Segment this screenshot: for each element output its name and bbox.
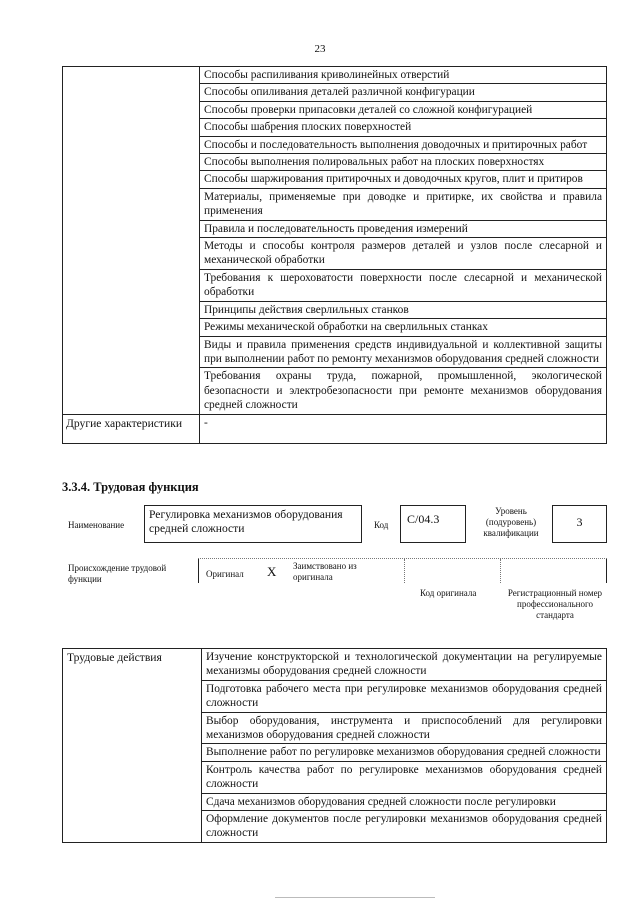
function-code-box: С/04.3: [400, 505, 466, 543]
table-cell: Способы шаржирования притирочных и доводочных кругов, плит и притиров: [200, 171, 607, 188]
footer-divider: [275, 897, 435, 898]
origin-code-label: Код оригинала: [420, 588, 477, 598]
table-cell: Материалы, применяемые при доводке и притирке, их свойства и правила применения: [200, 188, 607, 220]
table-cell: Способы шабрения плоских поверхностей: [200, 119, 607, 136]
labor-actions-table: [62, 648, 607, 843]
labor-actions-label: Трудовые действия: [63, 649, 202, 843]
origin-row: [198, 558, 607, 583]
knowledge-label-cell: [63, 67, 200, 415]
table-cell: Способы проверки припасовки деталей со сложной конфигурацией: [200, 101, 607, 118]
other-characteristics-value: -: [200, 414, 607, 443]
table-cell: Виды и правила применения средств индивидуальной и коллективной защиты при выполнении работ по ремонту механизмов оборудования средней сложности: [200, 336, 607, 368]
table-cell: Подготовка рабочего места при регулировке механизмов оборудования средней сложности: [202, 680, 607, 712]
origin-divider: [404, 559, 406, 583]
table-row: [63, 649, 607, 681]
section-title: 3.3.4. Трудовая функция: [62, 480, 199, 494]
table-cell: Выбор оборудования, инструмента и приспособлений для регулировки механизмов оборудования средней сложности: [202, 712, 607, 744]
table-cell: Способы выполнения полировальных работ на плоских поверхностях: [200, 154, 607, 171]
table-cell: Требования охраны труда, пожарной, промышленной, экологической безопасности и электробезопасности при ремонте механизмов оборудования средней сложности: [200, 368, 607, 414]
table-row: [63, 67, 607, 84]
reg-number-label: Регистрационный номер профессионального стандарта: [507, 588, 603, 620]
origin-label: Происхождение трудовой функции: [68, 563, 167, 584]
table-cell: Режимы механической обработки на сверлильных станках: [200, 319, 607, 336]
table-cell: Изучение конструкторской и технологической документации на регулируемые механизмы оборудования средней сложности: [202, 649, 607, 681]
function-name-box: Регулировка механизмов оборудования средней сложности: [144, 505, 362, 543]
page-number: 23: [314, 43, 326, 55]
table-row: [63, 414, 607, 443]
borrowed-label: Заимствовано из оригинала: [293, 561, 357, 582]
original-label: Оригинал: [206, 569, 244, 579]
table-cell: Требования к шероховатости поверхности после слесарной и механической обработки: [200, 269, 607, 301]
table-cell: Контроль качества работ по регулировке механизмов оборудования средней сложности: [202, 761, 607, 793]
code-label: Код: [374, 520, 389, 530]
table-cell: Оформление документов после регулировки механизмов оборудования средней сложности: [202, 811, 607, 843]
table-cell: Принципы действия сверлильных станков: [200, 301, 607, 318]
level-label: Уровень (подуровень) квалификации: [483, 506, 539, 538]
table-cell: Правила и последовательность проведения измерений: [200, 220, 607, 237]
name-label: Наименование: [68, 520, 125, 530]
table-cell: Способы распиливания криволинейных отверстий: [200, 67, 607, 84]
table-cell: Сдача механизмов оборудования средней сложности после регулировки: [202, 793, 607, 810]
origin-divider: [500, 559, 502, 583]
table-cell: Выполнение работ по регулировке механизмов оборудования средней сложности: [202, 744, 607, 761]
table-cell: Методы и способы контроля размеров деталей и узлов после слесарной и механической обработки: [200, 238, 607, 270]
origin-divider: [606, 559, 608, 583]
table-cell: Способы и последовательность выполнения доводочных и притирочных работ: [200, 136, 607, 153]
original-mark: X: [267, 564, 277, 579]
table-cell: Способы опиливания деталей различной конфигурации: [200, 84, 607, 101]
level-box: 3: [552, 505, 607, 543]
knowledge-table: [62, 66, 607, 444]
other-characteristics-label: Другие характеристики: [63, 414, 200, 443]
